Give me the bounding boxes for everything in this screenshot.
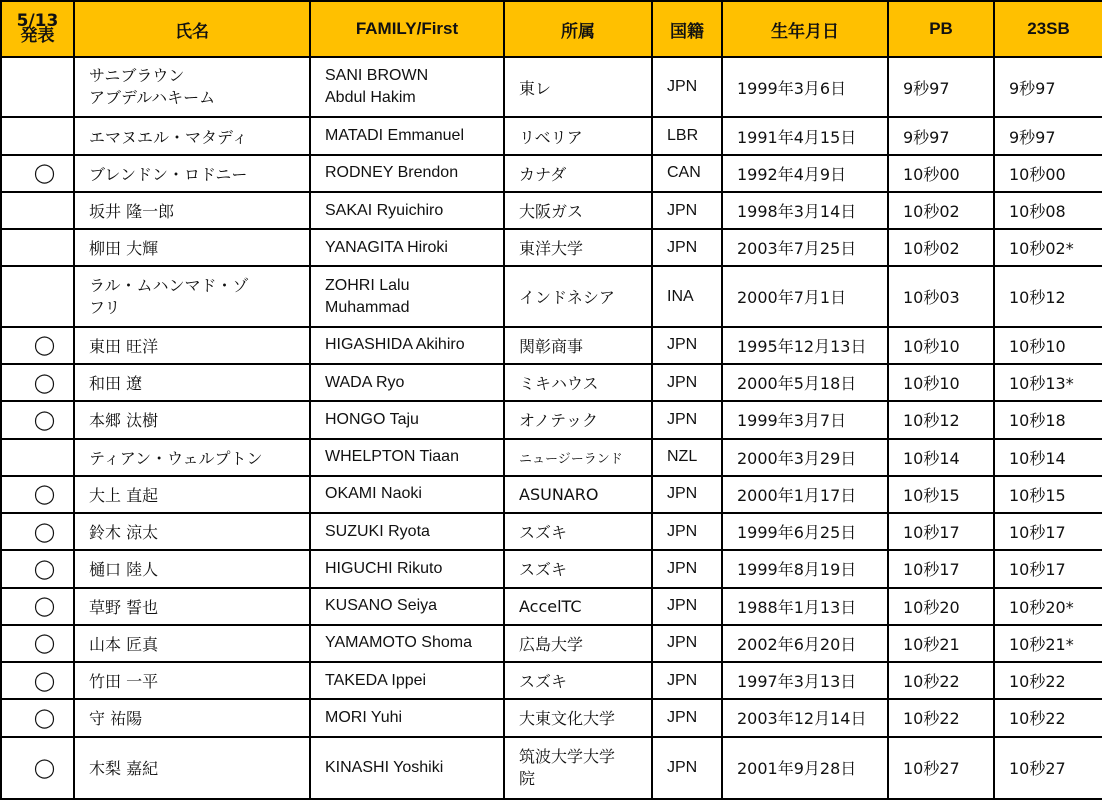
athlete-nationality: INA	[652, 266, 722, 326]
athlete-affiliation: ニュージーランド	[504, 439, 652, 476]
athlete-personal-best: 10秒00	[888, 155, 994, 192]
announced-mark: ◯	[1, 476, 74, 513]
table-row	[1, 117, 1102, 154]
athlete-nationality: JPN	[652, 57, 722, 117]
announced-mark: ◯	[1, 662, 74, 699]
athlete-nationality: JPN	[652, 364, 722, 401]
table-row	[1, 327, 1102, 364]
athlete-name-latin: RODNEY Brendon	[310, 155, 504, 192]
athlete-name-latin: ZOHRI Lalu Muhammad	[310, 266, 504, 326]
announced-mark	[1, 57, 74, 117]
athlete-name-ja: ティアン・ウェルプトン	[74, 439, 310, 476]
announced-mark	[1, 266, 74, 326]
athlete-birth-date: 1998年3月14日	[722, 192, 888, 229]
table-row	[1, 588, 1102, 625]
athlete-season-best: 10秒12	[994, 266, 1102, 326]
athlete-nationality: NZL	[652, 439, 722, 476]
athlete-name-ja: ラル・ムハンマド・ゾ フリ	[74, 266, 310, 326]
table-row	[1, 57, 1102, 117]
athlete-name-ja: 鈴木 涼太	[74, 513, 310, 550]
athlete-name-ja: 草野 誓也	[74, 588, 310, 625]
athlete-season-best: 10秒15	[994, 476, 1102, 513]
athlete-name-latin: KUSANO Seiya	[310, 588, 504, 625]
announced-mark	[1, 117, 74, 154]
athlete-affiliation: スズキ	[504, 513, 652, 550]
athlete-season-best: 10秒20*	[994, 588, 1102, 625]
athlete-birth-date: 1988年1月13日	[722, 588, 888, 625]
athlete-affiliation: ASUNARO	[504, 476, 652, 513]
athlete-name-ja: 竹田 一平	[74, 662, 310, 699]
header-announcement-label: 発表	[20, 26, 55, 46]
athlete-name-latin: YAMAMOTO Shoma	[310, 625, 504, 662]
athlete-affiliation: 広島大学	[504, 625, 652, 662]
athlete-birth-date: 2000年1月17日	[722, 476, 888, 513]
athlete-name-latin: HIGASHIDA Akihiro	[310, 327, 504, 364]
athlete-name-latin: HONGO Taju	[310, 401, 504, 438]
athlete-affiliation: リベリア	[504, 117, 652, 154]
athlete-season-best: 10秒08	[994, 192, 1102, 229]
athlete-name-latin: MATADI Emmanuel	[310, 117, 504, 154]
athlete-name-latin: KINASHI Yoshiki	[310, 737, 504, 799]
athlete-season-best: 10秒00	[994, 155, 1102, 192]
announced-mark: ◯	[1, 364, 74, 401]
athlete-affiliation: 大阪ガス	[504, 192, 652, 229]
header-nationality: 国籍	[652, 1, 722, 57]
athlete-name-ja: ブレンドン・ロドニー	[74, 155, 310, 192]
announced-mark: ◯	[1, 513, 74, 550]
athlete-name-ja: 柳田 大輝	[74, 229, 310, 266]
athlete-birth-date: 1992年4月9日	[722, 155, 888, 192]
announced-mark: ◯	[1, 550, 74, 587]
athlete-name-latin: TAKEDA Ippei	[310, 662, 504, 699]
athlete-nationality: JPN	[652, 229, 722, 266]
athlete-affiliation: 東レ	[504, 57, 652, 117]
athlete-name-ja: 和田 遼	[74, 364, 310, 401]
header-announcement-date: 5/13	[16, 11, 59, 31]
table-row	[1, 266, 1102, 326]
header-name-ja: 氏名	[74, 1, 310, 57]
announced-mark: ◯	[1, 588, 74, 625]
header-birth-date: 生年月日	[722, 1, 888, 57]
athlete-nationality: JPN	[652, 513, 722, 550]
athlete-name-latin: MORI Yuhi	[310, 699, 504, 736]
athlete-season-best: 10秒17	[994, 513, 1102, 550]
athlete-personal-best: 10秒14	[888, 439, 994, 476]
athlete-birth-date: 1999年3月6日	[722, 57, 888, 117]
athlete-nationality: LBR	[652, 117, 722, 154]
athlete-name-latin: SANI BROWN Abdul Hakim	[310, 57, 504, 117]
table-row	[1, 192, 1102, 229]
athlete-personal-best: 10秒12	[888, 401, 994, 438]
athlete-personal-best: 10秒17	[888, 513, 994, 550]
athlete-affiliation: 筑波大学大学 院	[504, 737, 652, 799]
athlete-season-best: 10秒22	[994, 662, 1102, 699]
header-affiliation: 所属	[504, 1, 652, 57]
athlete-name-ja: 樋口 陸人	[74, 550, 310, 587]
athlete-personal-best: 10秒22	[888, 662, 994, 699]
athlete-affiliation: 東洋大学	[504, 229, 652, 266]
athlete-personal-best: 10秒02	[888, 229, 994, 266]
header-row	[1, 1, 1102, 57]
athlete-season-best: 10秒22	[994, 699, 1102, 736]
athlete-nationality: JPN	[652, 699, 722, 736]
athlete-birth-date: 1995年12月13日	[722, 327, 888, 364]
header-name-latin: FAMILY/First	[310, 1, 504, 57]
table-row	[1, 513, 1102, 550]
athlete-season-best: 9秒97	[994, 57, 1102, 117]
athlete-name-ja: 木梨 嘉紀	[74, 737, 310, 799]
athlete-birth-date: 2003年12月14日	[722, 699, 888, 736]
athlete-affiliation: 関彰商事	[504, 327, 652, 364]
athlete-personal-best: 10秒10	[888, 327, 994, 364]
athlete-birth-date: 1999年3月7日	[722, 401, 888, 438]
athlete-name-ja: サニブラウン アブデルハキーム	[74, 57, 310, 117]
athlete-birth-date: 2003年7月25日	[722, 229, 888, 266]
athlete-season-best: 10秒02*	[994, 229, 1102, 266]
athlete-personal-best: 10秒22	[888, 699, 994, 736]
athlete-personal-best: 10秒21	[888, 625, 994, 662]
table-row	[1, 401, 1102, 438]
header-pb: PB	[888, 1, 994, 57]
athlete-season-best: 10秒21*	[994, 625, 1102, 662]
table-row	[1, 737, 1102, 799]
athlete-name-latin: WADA Ryo	[310, 364, 504, 401]
announced-mark: ◯	[1, 327, 74, 364]
athlete-personal-best: 10秒10	[888, 364, 994, 401]
athlete-nationality: JPN	[652, 327, 722, 364]
announced-mark: ◯	[1, 699, 74, 736]
athlete-affiliation: AccelTC	[504, 588, 652, 625]
athlete-nationality: JPN	[652, 550, 722, 587]
athlete-birth-date: 1991年4月15日	[722, 117, 888, 154]
athlete-season-best: 10秒10	[994, 327, 1102, 364]
announced-mark	[1, 229, 74, 266]
athlete-name-latin: YANAGITA Hiroki	[310, 229, 504, 266]
athlete-name-ja: 大上 直起	[74, 476, 310, 513]
table-row	[1, 699, 1102, 736]
athlete-personal-best: 10秒02	[888, 192, 994, 229]
athlete-affiliation: インドネシア	[504, 266, 652, 326]
athlete-personal-best: 10秒15	[888, 476, 994, 513]
athlete-birth-date: 1997年3月13日	[722, 662, 888, 699]
athlete-nationality: JPN	[652, 662, 722, 699]
athlete-birth-date: 2000年3月29日	[722, 439, 888, 476]
athlete-name-latin: OKAMI Naoki	[310, 476, 504, 513]
athlete-nationality: JPN	[652, 588, 722, 625]
table-row	[1, 229, 1102, 266]
athlete-personal-best: 10秒27	[888, 737, 994, 799]
athlete-name-ja: エマヌエル・マタディ	[74, 117, 310, 154]
athlete-affiliation: オノテック	[504, 401, 652, 438]
announced-mark: ◯	[1, 155, 74, 192]
athlete-nationality: JPN	[652, 192, 722, 229]
athlete-birth-date: 1999年6月25日	[722, 513, 888, 550]
roster-body	[1, 57, 1102, 799]
header-season-best: 23SB	[994, 1, 1102, 57]
athlete-birth-date: 2001年9月28日	[722, 737, 888, 799]
athlete-name-latin: HIGUCHI Rikuto	[310, 550, 504, 587]
athlete-season-best: 9秒97	[994, 117, 1102, 154]
announced-mark	[1, 439, 74, 476]
table-row	[1, 439, 1102, 476]
athlete-name-latin: SUZUKI Ryota	[310, 513, 504, 550]
athlete-personal-best: 9秒97	[888, 57, 994, 117]
athlete-affiliation: スズキ	[504, 662, 652, 699]
athlete-birth-date: 2002年6月20日	[722, 625, 888, 662]
athlete-name-ja: 山本 匠真	[74, 625, 310, 662]
athlete-name-ja: 守 祐陽	[74, 699, 310, 736]
athlete-personal-best: 9秒97	[888, 117, 994, 154]
announced-mark	[1, 192, 74, 229]
athlete-name-ja: 坂井 隆一郎	[74, 192, 310, 229]
athlete-affiliation: ミキハウス	[504, 364, 652, 401]
athlete-birth-date: 1999年8月19日	[722, 550, 888, 587]
table-row	[1, 625, 1102, 662]
table-row	[1, 364, 1102, 401]
athlete-affiliation: カナダ	[504, 155, 652, 192]
header-announcement	[1, 1, 74, 57]
athlete-nationality: JPN	[652, 401, 722, 438]
athlete-personal-best: 10秒03	[888, 266, 994, 326]
athlete-nationality: JPN	[652, 476, 722, 513]
athlete-name-ja: 本郷 汰樹	[74, 401, 310, 438]
table-row	[1, 155, 1102, 192]
athlete-affiliation: 大東文化大学	[504, 699, 652, 736]
table-row	[1, 550, 1102, 587]
table-row	[1, 662, 1102, 699]
athlete-season-best: 10秒13*	[994, 364, 1102, 401]
athlete-season-best: 10秒14	[994, 439, 1102, 476]
table-row	[1, 476, 1102, 513]
athlete-name-ja: 東田 旺洋	[74, 327, 310, 364]
athlete-personal-best: 10秒20	[888, 588, 994, 625]
announced-mark: ◯	[1, 625, 74, 662]
athlete-personal-best: 10秒17	[888, 550, 994, 587]
announced-mark: ◯	[1, 737, 74, 799]
athlete-season-best: 10秒17	[994, 550, 1102, 587]
athlete-name-latin: SAKAI Ryuichiro	[310, 192, 504, 229]
athlete-nationality: JPN	[652, 737, 722, 799]
athlete-birth-date: 2000年5月18日	[722, 364, 888, 401]
athlete-nationality: JPN	[652, 625, 722, 662]
athlete-birth-date: 2000年7月1日	[722, 266, 888, 326]
athlete-name-latin: WHELPTON Tiaan	[310, 439, 504, 476]
athlete-nationality: CAN	[652, 155, 722, 192]
athlete-affiliation: スズキ	[504, 550, 652, 587]
announced-mark: ◯	[1, 401, 74, 438]
athlete-season-best: 10秒27	[994, 737, 1102, 799]
athlete-season-best: 10秒18	[994, 401, 1102, 438]
